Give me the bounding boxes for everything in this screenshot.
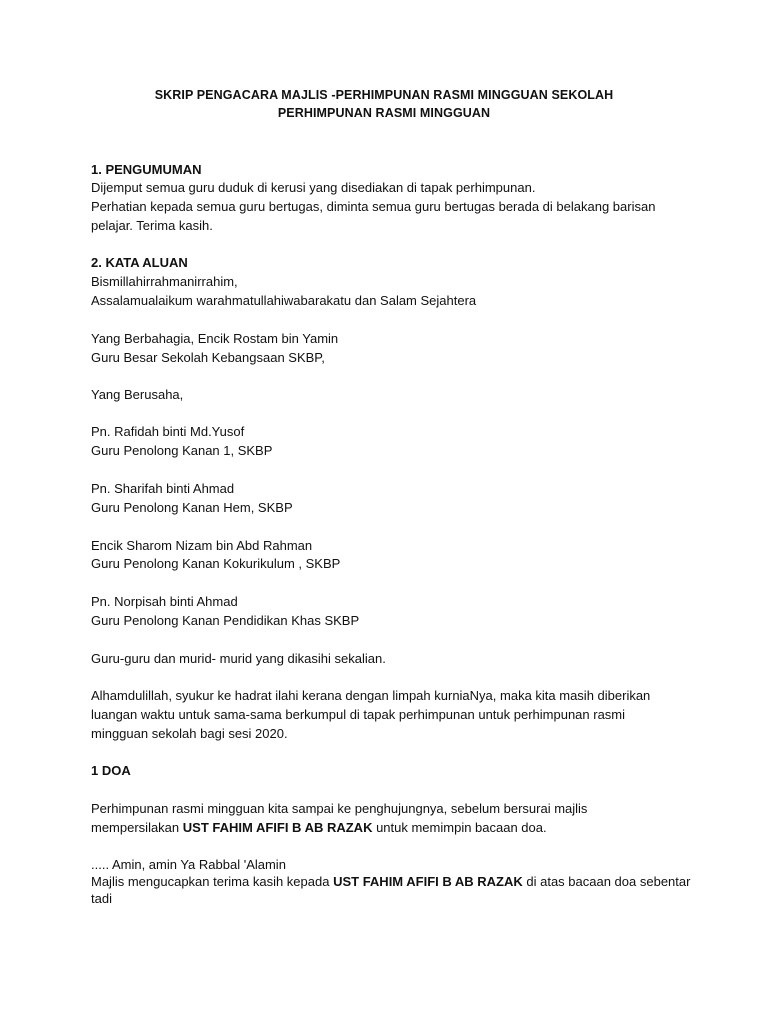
doa-line-2-prefix: mempersilakan — [91, 820, 183, 835]
yb-name: Yang Berbahagia, Encik Rostam bin Yamin — [91, 331, 339, 346]
person-1-name: Pn. Rafidah binti Md.Yusof — [91, 424, 245, 439]
ustaz-name: UST FAHIM AFIFI B AB RAZAK — [182, 820, 373, 835]
person-3-title: Guru Penolong Kanan Kokurikulum , SKBP — [91, 556, 341, 571]
ustaz-name-thanks: UST FAHIM AFIFI B AB RAZAK — [333, 874, 523, 889]
person-4-name: Pn. Norpisah binti Ahmad — [91, 594, 238, 609]
amin-line: ..... Amin, amin Ya Rabbal 'Alamin — [91, 857, 286, 872]
section-3-heading: 1 DOA — [91, 763, 131, 778]
section-1-line-3: pelajar. Terima kasih. — [91, 218, 213, 233]
section-1-line-1: Dijemput semua guru duduk di kerusi yang disediakan di tapak perhimpunan. — [91, 180, 536, 195]
paragraph-line-1: Alhamdulillah, syukur ke hadrat ilahi kerana dengan limpah kurniaNya, maka kita masih diberikan — [91, 688, 651, 703]
person-4-title: Guru Penolong Kanan Pendidikan Khas SKBP — [91, 613, 360, 628]
yang-berusaha: Yang Berusaha, — [91, 387, 184, 402]
section-2-line-1: Bismillahirrahmanirrahim, — [91, 274, 238, 289]
greeting-line: Guru-guru dan murid- murid yang dikasihi sekalian. — [91, 651, 386, 666]
section-1-line-2: Perhatian kepada semua guru bertugas, diminta semua guru bertugas berada di belakang barisan — [91, 199, 656, 214]
person-2-name: Pn. Sharifah binti Ahmad — [91, 481, 235, 496]
doa-line-2-suffix: untuk memimpin bacaan doa. — [372, 820, 547, 835]
yb-title: Guru Besar Sekolah Kebangsaan SKBP, — [91, 350, 325, 365]
thanks-prefix: Majlis mengucapkan terima kasih kepada — [91, 874, 334, 889]
person-2-title: Guru Penolong Kanan Hem, SKBP — [91, 500, 293, 515]
section-1-heading: 1. PENGUMUMAN — [91, 162, 202, 177]
person-3-name: Encik Sharom Nizam bin Abd Rahman — [91, 538, 313, 553]
paragraph-line-3: mingguan sekolah bagi sesi 2020. — [91, 726, 288, 741]
doa-line-1: Perhimpunan rasmi mingguan kita sampai ke penghujungnya, sebelum bersurai majlis — [91, 801, 588, 816]
person-1-title: Guru Penolong Kanan 1, SKBP — [91, 443, 273, 458]
section-2-heading: 2. KATA ALUAN — [91, 255, 188, 270]
thanks-line-2: tadi — [91, 891, 112, 906]
paragraph-line-2: luangan waktu untuk sama-sama berkumpul di tapak perhimpunan untuk perhimpunan rasmi — [91, 707, 626, 722]
section-2-line-2: Assalamualaikum warahmatullahiwabarakatu dan Salam Sejahtera — [91, 293, 477, 308]
document-title-line-1: SKRIP PENGACARA MAJLIS -PERHIMPUNAN RASMI MINGGUAN SEKOLAH — [154, 88, 614, 102]
thanks-suffix: di atas bacaan doa sebentar — [522, 874, 691, 889]
document-title-line-2: PERHIMPUNAN RASMI MINGGUAN — [277, 106, 491, 120]
doa-line-2 — [91, 818, 691, 837]
